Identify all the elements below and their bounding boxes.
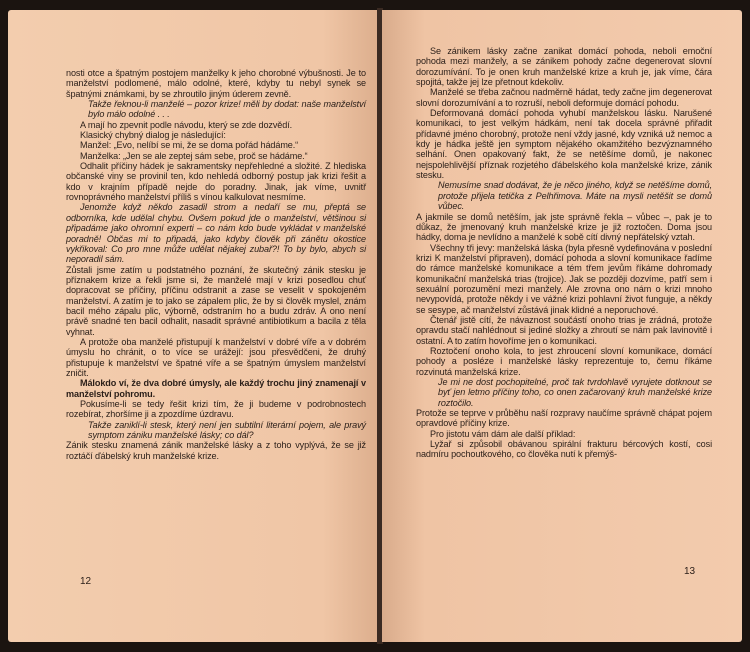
paragraph: A jakmile se domů netěším, jak jste správně řekla – vůbec –, pak je to důkaz, že jmenovaný kruh manželské krize je již roztočen. Doma jsou hádky, doma je nevlídno a manželé k sobě cítí divný nepřátelský vztah. [416,211,712,243]
paragraph: Protože se teprve v průběhu naší rozpravy naučíme správně chápat pojem opravdové příčiny krize. [416,408,712,429]
paragraph: Odhalit příčiny hádek je sakramentsky nepřehledné a složité. Z hlediska občanské viny se provinil ten, kdo nehledá odborný postup jak krizi řešit a kdo v krajním případě nejde do poradny. Jinak, jak víme, uvnitř rovnoprávného manželství příliš s vínou kalkulovat nesmíme. [66,161,366,203]
paragraph: Zůstali jsme zatím u podstatného poznání, že skutečný zánik stesku je příznakem krize a řekli jsme si, že manželé mají v krizi posedlou chuť dopracovat se příčiny, příčinu odstranit a zase se veselit v spokojeném manželství. A zatím je to jako se zápalem plic, že by si člověk myslel, znám bacil mého zápalu plic, výborně, odstraním ho a budu zdráv. A ono není právě snadné ten bacil odhalit, nasadit správné antibiotikum a bacila z těla vyhnat. [66,264,366,337]
paragraph: Pro jistotu vám dám ale další příklad: [430,428,576,439]
paragraph: Zánik stesku znamená zánik manželské lásky a z toho vyplývá, že se již roztáčí ďábelský kruh manželské krize. [66,440,366,461]
paragraph: Klasický chybný dialog je následující: [80,130,226,141]
left-page [8,10,378,642]
paragraph: Manželka: „Jen se ale zeptej sám sebe, proč se hádáme.“ [80,150,308,161]
page-number: 13 [684,566,696,577]
paragraph: Jenomže když někdo zasadil strom a nedaří se mu, přeptá se odborníka, kde udělal chybu. Ovšem pokud jde o manželství, většinou si připadáme jako ohromní experti – co nám kdo bude vykládat v manželské poradně! Občas mi to připadá, jako kdyby člověk při zánětu okostice vykřikoval: Co pro mne může udělat nějakej zubař?! To by bylo, abych si neporadil sám. [66,202,366,265]
paragraph: Lyžař si způsobil obávanou spirální frakturu bércových kostí, cosi nadmíru pochoutkového, co člověka nutí k přemýš- [416,439,712,460]
paragraph: Manžel: „Evo, nelíbí se mi, že se doma pořád hádáme.“ [80,140,299,151]
paragraph: Všechny tři jevy: manželská láska (byla přesně vydefinována v poslední krizi K manželství připraven), domácí pohoda a slovní komunikace řadíme do rámce manželské komunikace a tém třem jevům říkáme dohromady komunikační manželská trias (trojice). Jak se později dozvíme, patří sem i sexuální porozumění mezi manžely. Ale zrovna ono nám o krizi mnoho nevypovídá, protože někdy i ve vážné krizi pohlavní život funguje, a někdy se sesype, ač manželství zůstává jinak klidné a neporuchové. [416,242,712,315]
paragraph: Čtenář jistě cítí, že návaznost součástí onoho trias je zrádná, protože opravdu stačí nahlédnout si jediné složky a zhroutí se nám pak lavinovitě i ostatní. A to zatím hovoříme jen o komunikaci. [416,314,712,346]
paragraph: Nemusíme snad dodávat, že je něco jiného, když se netěšíme domů, protože přijela tetička z Pelhřimova. Máte na mysli netěšit se domů vůbec. [438,180,712,212]
right-page-text [416,46,712,460]
paragraph: Se zánikem lásky začne zanikat domácí pohoda, neboli emoční pohoda mezi manžely, a se zánikem pohody začne degenerovat slovní dorozumívání. To je onen kruh manželské krize a kruh je, jak víme, čára spojitá, takže jej lze přetnout kdekoliv. [416,46,712,88]
paragraph: A protože oba manželé přistupují k manželství v dobré víře a v dobrém úmyslu ho chránit, o to více se urážejí: jsou přesvědčeni, že druhý přistupuje k manželství ve špatné víře a se špatným úmyslem manželství zničit. [66,336,366,378]
paragraph: Pokusíme-li se tedy řešit krizi tím, že ji budeme v podrobnostech rozebírat, zhoršíme ji a zpozdíme úzdravu. [66,399,366,420]
paragraph: Roztočení onoho kola, to jest zhroucení slovní komunikace, domácí pohody a posléze i manželské lásky reprezentuje to, čemu říkáme rozvinutá manželská krize. [416,345,712,377]
page-number: 12 [80,576,92,587]
paragraph: Je mi ne dost pochopitelné, proč tak tvrdohlavě vyrujete dotknout se byť jen letmo příčiny toho, co onen začarovaný kruh manželské krize roztočilo. [438,377,712,408]
right-page [382,10,742,642]
left-page-text [66,68,366,461]
paragraph: Takže řeknou-li manželé – pozor krize! měli by dodat: naše manželství bylo málo odolné . . . [88,99,366,120]
paragraph: Deformovaná domácí pohoda vyhubí manželskou lásku. Narušené komunikaci, to jest velkým hádkám, není tak docela správné přiřadit přídavné jméno chorobný, protože není vždy jasné, kdy vzniká už nemoc a kdy je hádka ještě jen symptom nějakého okamžitého bezvýznamného selhání. Onen opakovaný fakt, že se netěšíme domů, je nakonec nejspolehlivější příznak rozjetého ďábelského kola manželské krize, zánik stesku. [416,108,712,181]
paragraph: Manželé se třeba začnou nadměrně hádat, tedy začne jim degenerovat slovní dorozumívání a to rozruší, neboli deformuje domácí pohodu. [416,87,712,108]
paragraph: nosti otce a špatným postojem manželky k jeho chorobné výbušnosti. Je to manželství podlomené, málo odolné, které, kdyby tu nebyl synek se špatnými známkami, by se zhroutilo jiným úderem zevně. [66,68,366,99]
paragraph: A mají ho zpevnit podle návodu, který se zde dozvědí. [80,119,293,130]
paragraph: Takže zaniklí-li stesk, který není jen subtilní literární pojem, ale pravý symptom zániku manželské lásky; co dál? [88,419,366,441]
paragraph: Málokdo ví, že dva dobré úmysly, ale každý trochu jiný znamenají v manželství pohromu. [66,378,366,399]
